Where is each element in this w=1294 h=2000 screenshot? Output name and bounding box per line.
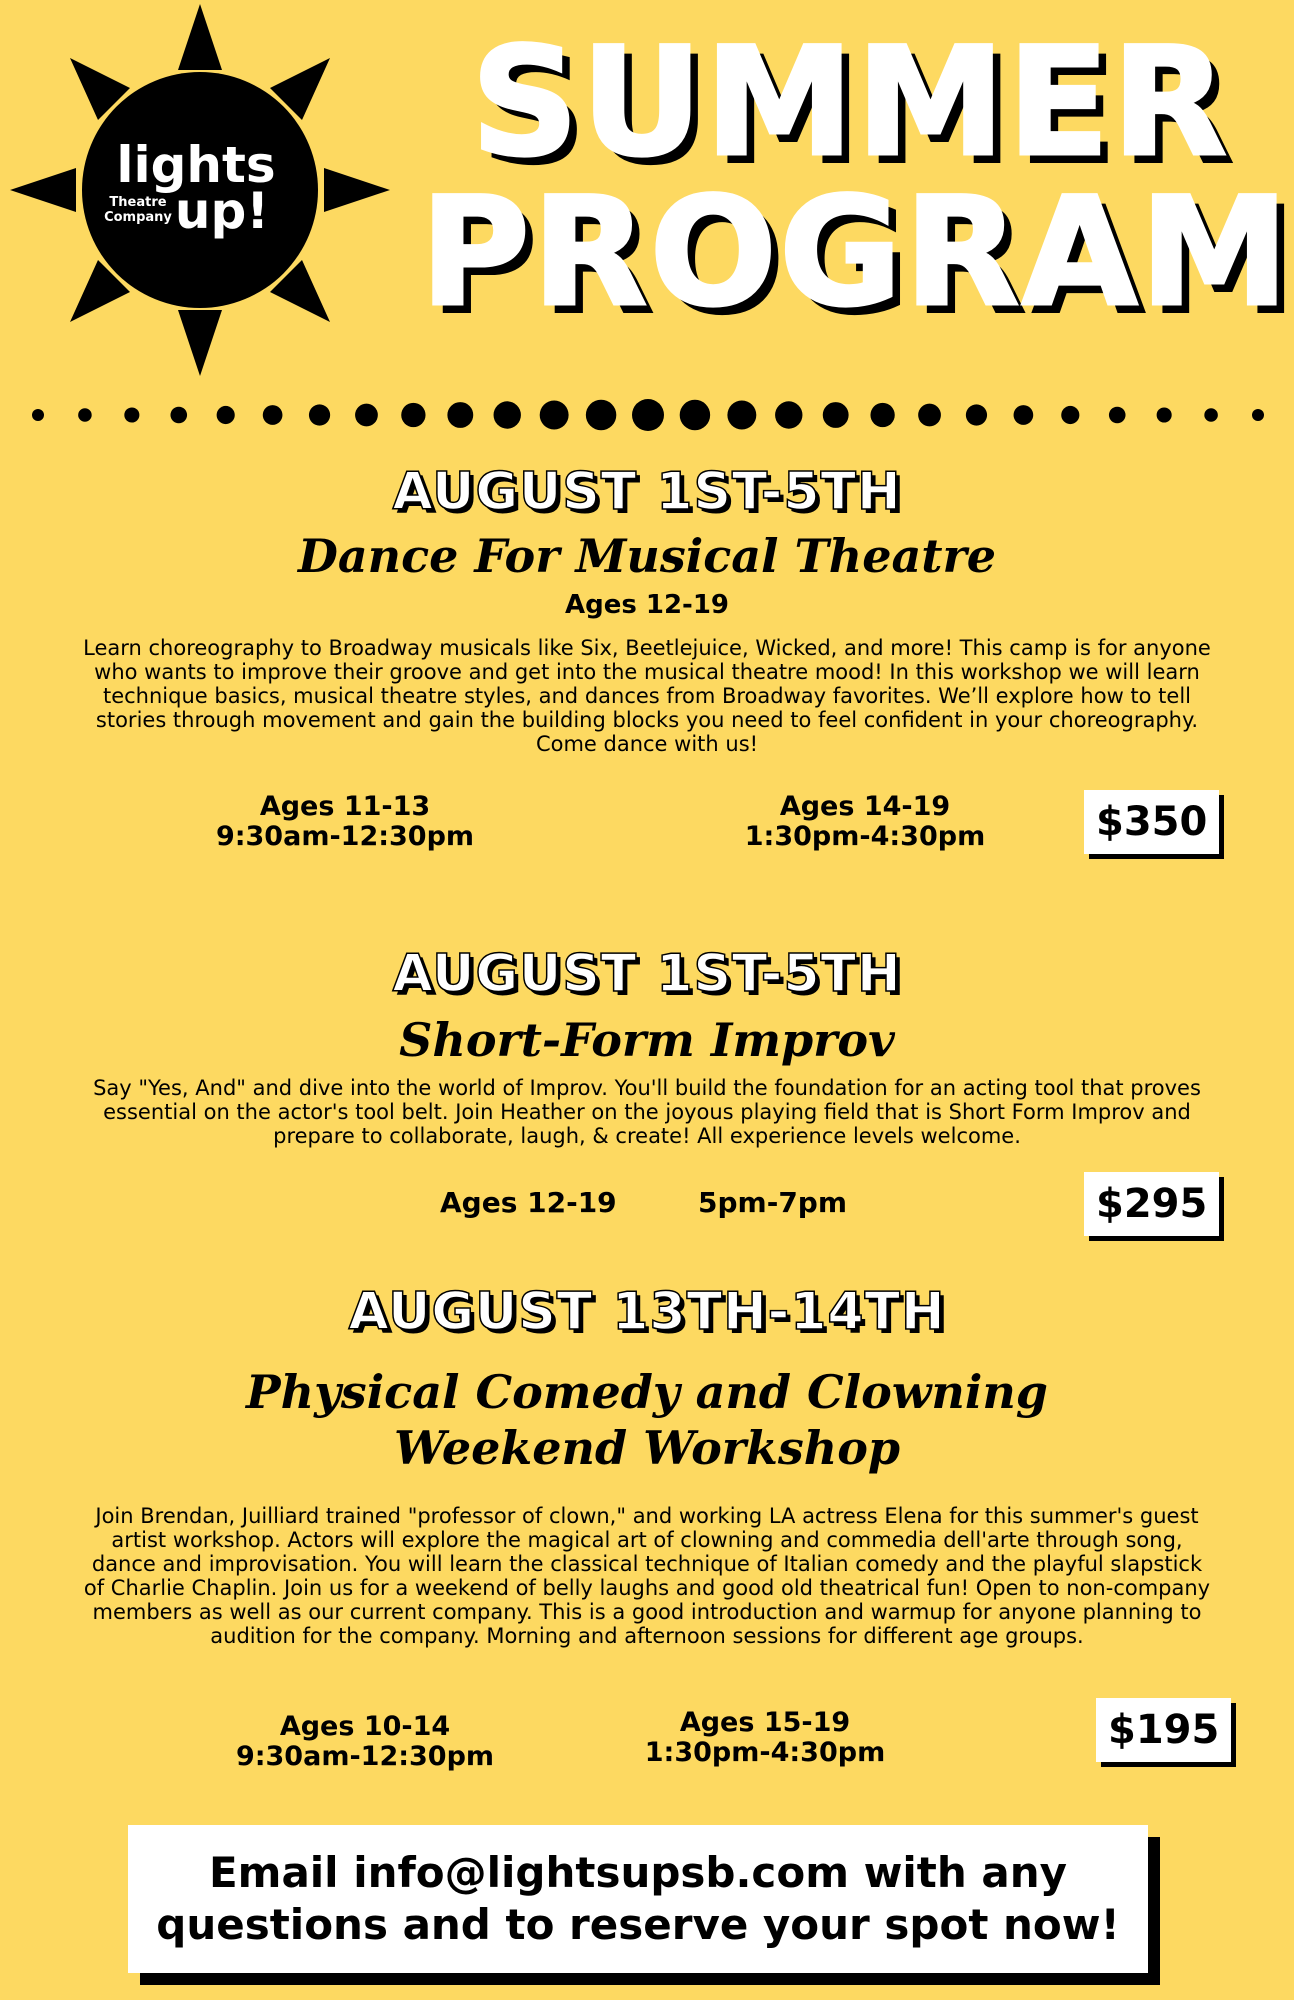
section-2-price-badge: $295 (1084, 1172, 1219, 1236)
logo-word-lights: lights (116, 136, 276, 194)
section-1-course-title: Dance For Musical Theatre (297, 529, 997, 583)
divider-dot (1061, 406, 1079, 424)
section-3-price-badge: $195 (1096, 1698, 1231, 1762)
divider-dot (124, 407, 139, 422)
section-2-time: 5pm-7pm (698, 1186, 848, 1219)
divider-dot (1252, 409, 1264, 421)
section-3-description: Join Brendan, Juilliard trained "professor of clown," and working LA actress Elena for this summer's guest artist workshop. Actors will explore the magical art of clowning and commedia dell'arte through song, dance and improvisation. You will learn the classical technique of Italian comedy and the playful slapstick of Charlie Chaplin. Join us for a weekend of belly laughs and good old theatrical fun! Open to non-company members as well as our current company. This is a good introduction and warmup for anyone planning to audition for the company. Morning and afternoon sessions for different age groups. (83, 1504, 1211, 1648)
session-time: 9:30am-12:30pm (215, 821, 475, 852)
divider-dot (680, 400, 710, 430)
session-time: 1:30pm-4:30pm (744, 821, 986, 852)
session-ages: Ages 10-14 (279, 1711, 451, 1742)
lights-up-logo (0, 0, 400, 400)
divider-dot (823, 402, 849, 428)
divider-dot (309, 404, 330, 425)
section-1-session-2 (720, 792, 1010, 852)
contact-line-2: questions and to reserve your spot now! (156, 1900, 1120, 1949)
divider-dot (32, 409, 44, 421)
session-time: 9:30am-12:30pm (235, 1741, 495, 1772)
divider-dot (1204, 408, 1218, 422)
page-title-line-1: SUMMER (470, 16, 1230, 190)
contact-callout (128, 1825, 1148, 1973)
section-3-course-title-line-2: Weekend Workshop (393, 1421, 901, 1475)
divider-dot (217, 406, 235, 424)
divider-dot (540, 401, 569, 430)
section-3-session-2 (620, 1708, 910, 1768)
divider-dot (263, 405, 283, 425)
divider-dot (494, 401, 521, 428)
divider-dot (775, 401, 802, 428)
section-1-price-badge: $350 (1084, 790, 1219, 854)
section-2-description: Say "Yes, And" and dive into the world of Improv. You'll build the foundation for an acting tool that proves essential on the actor's tool belt. Join Heather on the joyous playing field that is Short Form Improv and prepare to collaborate, laugh, & create! All experience levels welcome. (93, 1076, 1201, 1148)
section-2-course-title: Short-Form Improv (399, 1013, 895, 1067)
divider-dot (586, 400, 616, 430)
session-time: 1:30pm-4:30pm (644, 1737, 886, 1768)
section-2-date: AUGUST 1ST-5TH (392, 944, 902, 1004)
divider-dot (727, 401, 756, 430)
session-ages: Ages 14-19 (779, 791, 951, 822)
section-3-date: AUGUST 13TH-14TH (348, 1282, 946, 1342)
divider-dot (870, 403, 894, 427)
divider-dot (632, 399, 664, 431)
divider-dot (966, 404, 987, 425)
logo-word-theatre: Theatre (109, 195, 167, 210)
section-1-ages: Ages 12-19 (564, 590, 730, 620)
divider-dot (447, 402, 473, 428)
divider-dot (1157, 407, 1172, 422)
divider-dot (170, 407, 187, 424)
session-ages: Ages 11-13 (259, 791, 431, 822)
dotted-divider (28, 395, 1268, 435)
divider-dot (78, 408, 92, 422)
section-1-description: Learn choreography to Broadway musicals like Six, Beetlejuice, Wicked, and more! This camp is for anyone who wants to improve their groove and get into the musical theatre mood! In this workshop we will learn technique basics, musical theatre styles, and dances from Broadway favorites. We’ll explore how to tell stories through movement and gain the building blocks you need to feel confident in your choreography. Come dance with us! (83, 636, 1211, 756)
section-1-date: AUGUST 1ST-5TH (392, 462, 902, 522)
divider-dot (355, 404, 378, 427)
section-1-session-1 (200, 792, 490, 852)
logo-word-up: up! (174, 182, 270, 240)
section-3-course-title-line-1: Physical Comedy and Clowning (246, 1365, 1048, 1419)
section-2-ages: Ages 12-19 (440, 1186, 617, 1219)
section-3-session-1 (220, 1712, 510, 1772)
logo-word-company: Company (104, 210, 172, 225)
page-title-line-2: PROGRAM (420, 166, 1291, 340)
divider-dot (401, 403, 425, 427)
divider-dot (1109, 407, 1126, 424)
divider-dot (1014, 405, 1034, 425)
divider-dot (918, 404, 941, 427)
session-ages: Ages 15-19 (679, 1707, 851, 1738)
contact-line-1: Email info@lightsupsb.com with any (208, 1848, 1067, 1897)
